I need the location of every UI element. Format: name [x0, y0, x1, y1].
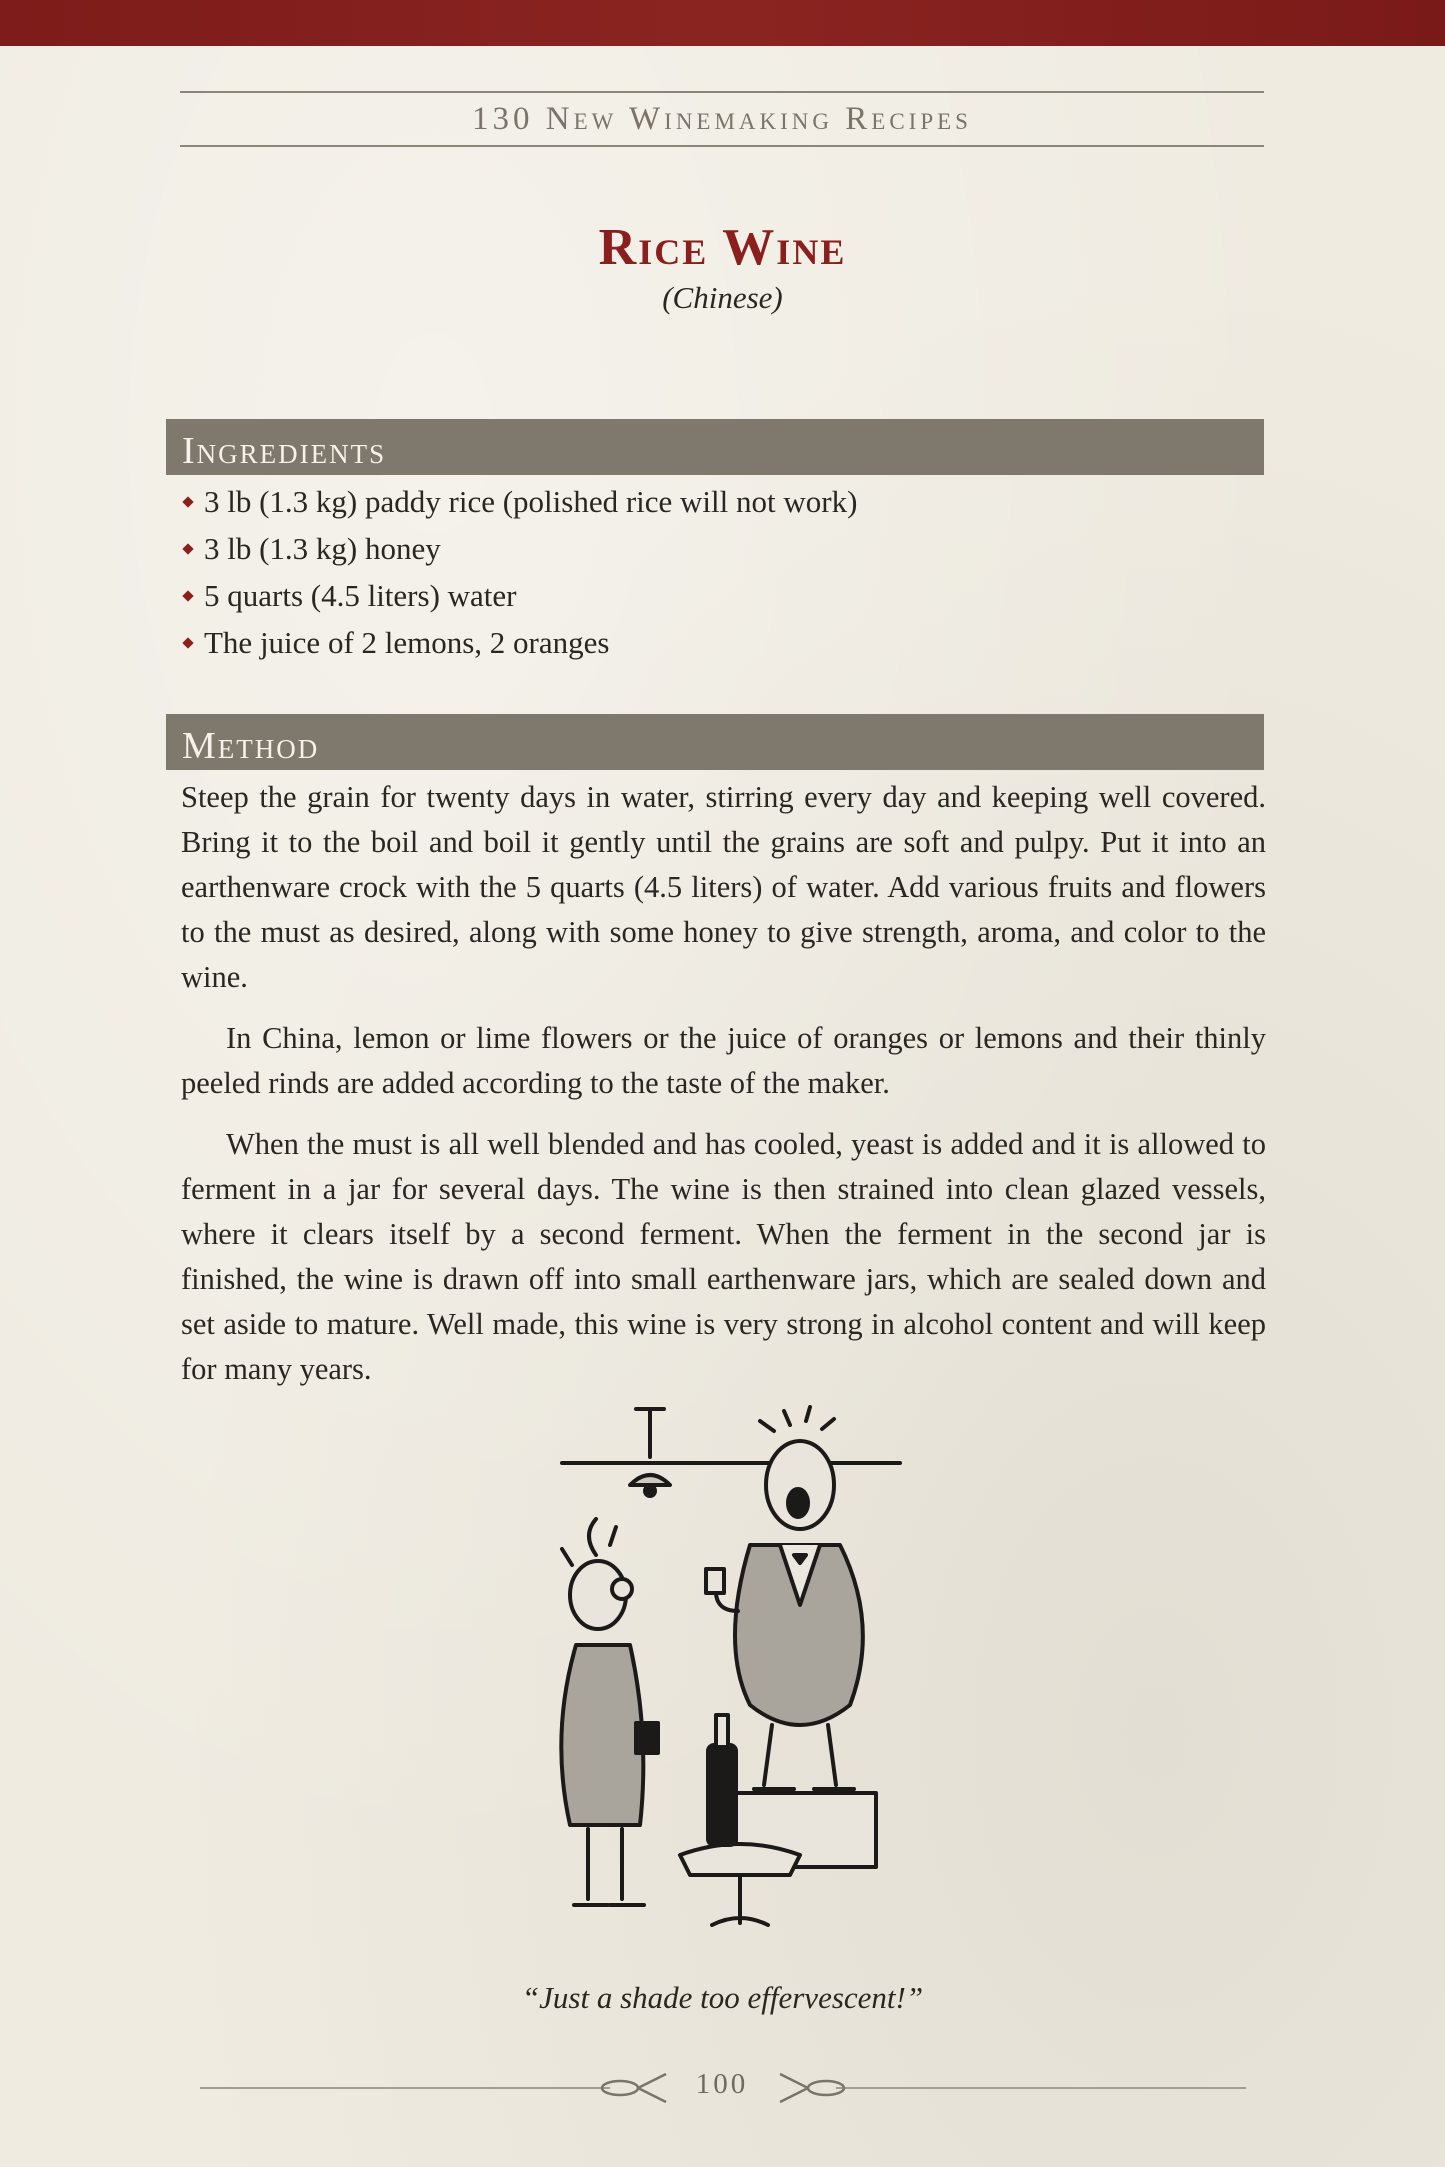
method-paragraph: In China, lemon or lime flowers or the juice of oranges or lemons and their thinly peeled rinds are added according to the taste of the maker. — [181, 1021, 1266, 1100]
ingredients-heading — [166, 419, 1264, 475]
method-paragraph: Steep the grain for twenty days in water, stirring every day and keeping well covered. Bring it to the boil and boil it gently until the grains are soft and pulpy. Put it into an earthenware crock with the 5 quarts (4.5 liters) of water. Add various fruits and flowers to the must as desired, along with some honey to give strength, aroma, and color to the wine. — [181, 780, 1266, 994]
recipe-subtitle: (Chinese) — [662, 280, 783, 315]
top-color-band — [0, 0, 1445, 46]
diamond-bullet-icon — [182, 496, 193, 507]
footer-flourish-right-icon — [778, 2072, 848, 2104]
footer-flourish-left-icon — [598, 2072, 668, 2104]
running-head: 130 New Winemaking Recipes — [180, 91, 1264, 147]
recipe-title: Rice Wine — [598, 219, 847, 276]
ingredients-heading-text: Ingredients — [182, 430, 387, 472]
ingredient-text: 3 lb (1.3 kg) honey — [204, 531, 441, 566]
ingredient-item — [180, 525, 1260, 572]
page-number: 100 — [695, 2068, 749, 2100]
cartoon-illustration — [510, 1405, 930, 1950]
ingredient-text: 3 lb (1.3 kg) paddy rice (polished rice will not work) — [204, 484, 858, 519]
method-body — [181, 775, 1266, 1408]
diamond-bullet-icon — [182, 637, 193, 648]
footer-rule-right — [836, 2087, 1246, 2089]
ingredient-text: The juice of 2 lemons, 2 oranges — [204, 625, 610, 660]
method-heading-text: Method — [182, 725, 320, 767]
ingredients-list — [180, 478, 1260, 666]
ingredient-item — [180, 478, 1260, 525]
ingredient-item — [180, 572, 1260, 619]
diamond-bullet-icon — [182, 543, 193, 554]
ingredient-item — [180, 619, 1260, 666]
method-heading — [166, 714, 1264, 770]
ingredient-text: 5 quarts (4.5 liters) water — [204, 578, 517, 613]
method-paragraph: When the must is all well blended and has cooled, yeast is added and it is allowed to ferment in a jar for several days. The wine is then strained into clean glazed vessels, where it clears itself by a second ferment. When the ferment in the second jar is finished, the wine is drawn off into small earthenware jars, which are sealed down and set aside to mature. Well made, this wine is very strong in alcohol content and will keep for many years. — [181, 1127, 1266, 1386]
footer-rule-left — [200, 2087, 610, 2089]
illustration-caption: “Just a shade too effervescent!” — [521, 1980, 924, 2015]
diamond-bullet-icon — [182, 590, 193, 601]
